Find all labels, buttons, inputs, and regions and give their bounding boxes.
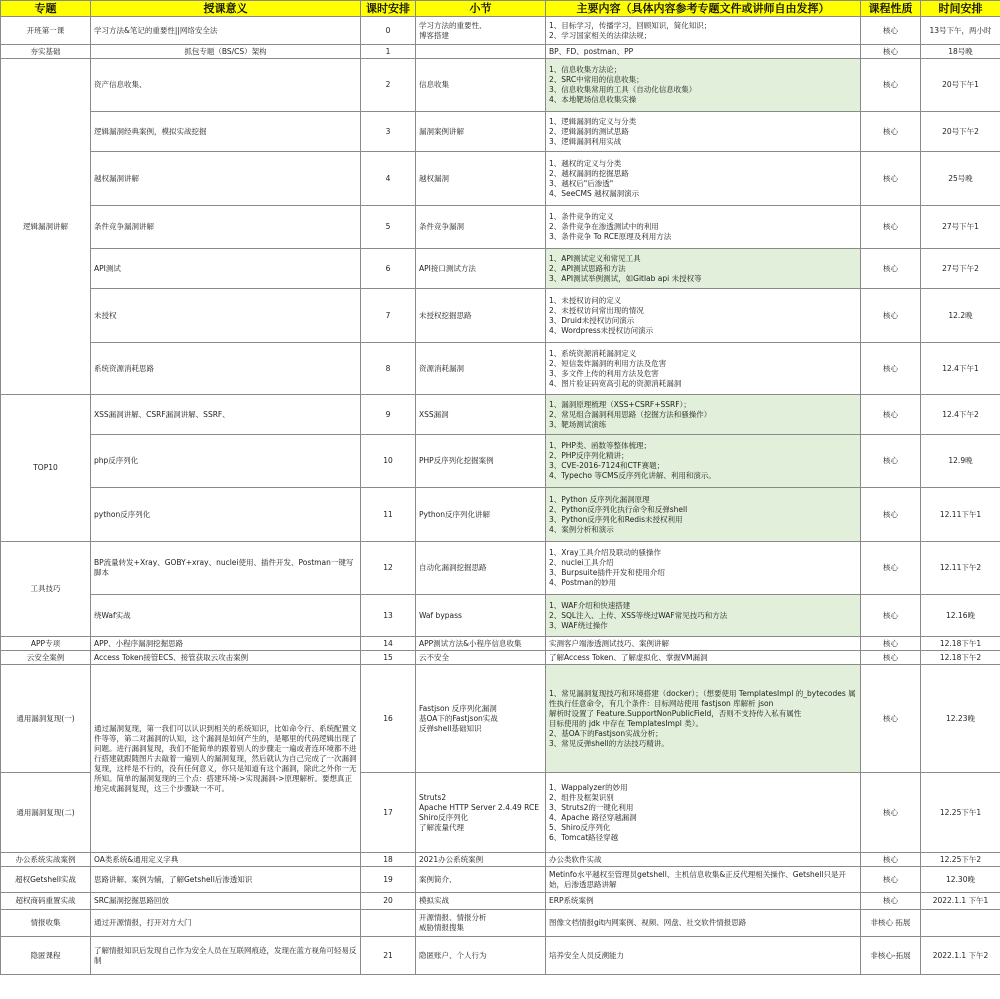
time-cell: 12.23晚 <box>921 665 1000 773</box>
nature-cell: 核心 <box>861 249 921 289</box>
content-cell <box>546 595 861 637</box>
table-row <box>1 910 1000 937</box>
topic-cell: 超权商码重置实战 <box>1 893 91 910</box>
header-topic: 专题 <box>1 1 91 17</box>
nature-cell: 核心 <box>861 59 921 112</box>
hours-cell: 18 <box>361 853 416 867</box>
table-row <box>1 17 1000 45</box>
cell-line: 3、WAF绕过操作 <box>549 620 608 630</box>
time-cell: 12.11下午2 <box>921 542 1000 595</box>
cell-line: 目标使用的 jdk 中存在 TemplatesImpl 类）。 <box>549 718 703 728</box>
time-cell: 12.18下午1 <box>921 637 1000 651</box>
cell-line: 1、逻辑漏洞的定义与分类 <box>549 116 637 126</box>
table-row <box>1 488 1000 542</box>
content-cell: 实测客户端渗透测试技巧、案例讲解 <box>546 637 861 651</box>
time-cell: 12.9晚 <box>921 435 1000 488</box>
content-cell: 办公类软件实战 <box>546 853 861 867</box>
header-nature: 课程性质 <box>861 1 921 17</box>
time-cell: 12.25下午1 <box>921 773 1000 853</box>
content-cell <box>546 773 861 853</box>
header-meaning: 授课意义 <box>91 1 361 17</box>
cell-line: 2、常见组合漏洞利用思路（挖掘方法和骚操作） <box>549 409 712 419</box>
cell-line: 2、PHP反序列化精讲； <box>549 451 629 460</box>
cell-line: 2、逻辑漏洞的测试思路 <box>549 126 629 136</box>
table-row <box>1 112 1000 152</box>
time-cell: 27号下午2 <box>921 249 1000 289</box>
section-cell: 资源消耗漏洞 <box>416 343 546 395</box>
content-cell <box>546 542 861 595</box>
header-hours: 课时安排 <box>361 1 416 17</box>
table-row <box>1 665 1000 773</box>
cell-line: 2、API测试思路和方法 <box>549 263 626 273</box>
content-cell <box>546 249 861 289</box>
section-cell: PHP反序列化挖掘案例 <box>416 435 546 488</box>
hours-cell: 5 <box>361 206 416 249</box>
meaning-cell: SRC漏洞挖掘思路回放 <box>91 893 361 910</box>
hours-cell: 7 <box>361 289 416 343</box>
cell-line: 1、API测试定义和常见工具 <box>549 253 641 263</box>
nature-cell: 核心 <box>861 853 921 867</box>
hours-cell: 12 <box>361 542 416 595</box>
section-cell: 未授权挖掘思路 <box>416 289 546 343</box>
hours-cell: 21 <box>361 937 416 975</box>
header-content: 主要内容（具体内容参考专题文件或讲师自由发挥） <box>546 1 861 17</box>
topic-cell: 通用漏洞复现(一) <box>1 665 91 773</box>
section-cell <box>416 45 546 59</box>
content-cell <box>546 435 861 488</box>
nature-cell: 核心 <box>861 595 921 637</box>
cell-line: 威胁情报搜集 <box>419 923 464 932</box>
table-row <box>1 59 1000 112</box>
table-row <box>1 595 1000 637</box>
hours-cell: 4 <box>361 152 416 206</box>
cell-line: 1、漏洞原理梳理（XSS+CSRF+SSRF）； <box>549 399 691 409</box>
cell-line: 了解流量代理 <box>419 822 464 832</box>
time-cell: 27号下午1 <box>921 206 1000 249</box>
cell-line: Apache HTTP Server 2.4.49 RCE <box>419 802 539 812</box>
cell-line: 2、nuclei工具介绍 <box>549 558 614 567</box>
header-section: 小节 <box>416 1 546 17</box>
content-cell: BP、FD、postman、PP <box>546 45 861 59</box>
time-cell: 20号下午2 <box>921 112 1000 152</box>
meaning-cell: 条件竞争漏洞讲解 <box>91 206 361 249</box>
nature-cell: 非核心-拓展 <box>861 937 921 975</box>
section-cell: 越权漏洞 <box>416 152 546 206</box>
hours-cell: 15 <box>361 651 416 665</box>
table-row <box>1 853 1000 867</box>
hours-cell: 17 <box>361 773 416 853</box>
time-cell: 20号下午1 <box>921 59 1000 112</box>
nature-cell: 核心 <box>861 343 921 395</box>
time-cell: 12.11下午1 <box>921 488 1000 542</box>
cell-line: 3、API测试举例测试，如Gitlab api 未授权等 <box>549 273 702 283</box>
nature-cell: 核心 <box>861 488 921 542</box>
section-cell: 条件竞争漏洞 <box>416 206 546 249</box>
cell-line: 5、Shiro反序列化 <box>549 822 611 832</box>
topic-cell: TOP10 <box>1 395 91 542</box>
cell-line: 1、信息收集方法论； <box>549 65 622 74</box>
time-cell: 2022.1.1 下午1 <box>921 893 1000 910</box>
cell-line: 4、SeeCMS 越权漏洞演示 <box>549 188 640 198</box>
time-cell: 12.4下午2 <box>921 395 1000 435</box>
hours-cell <box>361 910 416 937</box>
time-cell: 25号晚 <box>921 152 1000 206</box>
content-cell: Metinfo水平越权至管理员getshell、主机信息收集&正反代理相关操作、Getshell只是开始，后渗透思路讲解 <box>546 867 861 893</box>
meaning-cell: 学习方法&笔记的重要性||网络安全法 <box>91 17 361 45</box>
nature-cell: 核心 <box>861 893 921 910</box>
cell-line: 3、信息收集常用的工具（自动化信息收集） <box>549 85 697 94</box>
section-cell: 模拟实战 <box>416 893 546 910</box>
table-row <box>1 867 1000 893</box>
time-cell: 2022.1.1 下午2 <box>921 937 1000 975</box>
cell-line: 2、未授权访问常出现的情况 <box>549 305 644 315</box>
section-cell: 云不安全 <box>416 651 546 665</box>
section-cell <box>416 910 546 937</box>
cell-line: 1、WAF介绍和快速搭建 <box>549 600 631 610</box>
cell-line: 1、条件竞争的定义 <box>549 212 614 221</box>
nature-cell: 核心 <box>861 665 921 773</box>
cell-line: 2、学习国家相关的法律法规； <box>549 30 652 40</box>
section-cell <box>416 17 546 45</box>
nature-cell: 核心 <box>861 867 921 893</box>
nature-cell: 核心 <box>861 395 921 435</box>
cell-line: 2、基OA下的Fastjson实战分析； <box>549 728 663 738</box>
content-cell <box>546 112 861 152</box>
section-cell: 信息收集 <box>416 59 546 112</box>
table-row <box>1 637 1000 651</box>
cell-line: 反弹shell基础知识 <box>419 723 482 733</box>
section-cell: Waf bypass <box>416 595 546 637</box>
content-cell <box>546 395 861 435</box>
cell-line: 开源情报、情报分析 <box>419 913 487 922</box>
cell-line: 1、Wappalyzer的妙用 <box>549 782 628 792</box>
section-cell <box>416 665 546 773</box>
cell-line: 4、Typecho 等CMS反序列化讲解、利用和演示。 <box>549 471 716 480</box>
meaning-cell: 思路讲解、案例为辅，了解Getshell后渗透知识 <box>91 867 361 893</box>
header-row <box>1 1 1000 17</box>
table-row <box>1 289 1000 343</box>
nature-cell: 核心 <box>861 542 921 595</box>
topic-cell: 隐匿课程 <box>1 937 91 975</box>
content-cell: 图像文档情报git内网案例、视频、网盘、社交软件情报思路 <box>546 910 861 937</box>
meaning-cell: php反序列化 <box>91 435 361 488</box>
table-row <box>1 45 1000 59</box>
meaning-cell: XSS漏洞讲解、CSRF漏洞讲解、SSRF、 <box>91 395 361 435</box>
meaning-cell: APP、小程序漏洞挖掘思路 <box>91 637 361 651</box>
content-cell <box>546 152 861 206</box>
section-cell: 自动化漏洞挖掘思路 <box>416 542 546 595</box>
table-row <box>1 395 1000 435</box>
section-cell: 2021办公系统案例 <box>416 853 546 867</box>
cell-line: 2、Python反序列化执行命令和反弹shell <box>549 504 688 514</box>
topic-cell: 工具技巧 <box>1 542 91 637</box>
topic-cell: 开班第一课 <box>1 17 91 45</box>
section-cell <box>416 773 546 853</box>
cell-line: 2、SRC中常用的信息收集； <box>549 75 644 84</box>
table-row <box>1 435 1000 488</box>
meaning-cell: Access Token接管ECS、接管获取云攻击案例 <box>91 651 361 665</box>
nature-cell: 非核心 拓展 <box>861 910 921 937</box>
cell-line: 3、越权后"后渗透" <box>549 178 614 188</box>
content-cell <box>546 17 861 45</box>
meaning-cell: 抓包专题（BS/CS）架构 <box>91 45 361 59</box>
meaning-cell: 系统资源消耗思路 <box>91 343 361 395</box>
section-cell: APP测试方法&小程序信息收集 <box>416 637 546 651</box>
cell-line: 1、常见漏洞复现技巧和环境搭建（docker）；（想要使用 TemplatesImpl 的_bytecodes 属性执行任意命令，有几个条件：目标网站使用 fastjson 库解析 json <box>549 688 856 708</box>
content-cell <box>546 289 861 343</box>
cell-line: 4、Apache 路径穿越漏洞 <box>549 812 637 822</box>
hours-cell: 20 <box>361 893 416 910</box>
table-row <box>1 206 1000 249</box>
cell-line: 3、多文件上传的利用方法及危害 <box>549 368 659 378</box>
nature-cell: 核心 <box>861 152 921 206</box>
section-cell: Python反序列化讲解 <box>416 488 546 542</box>
cell-line: Fastjson 反序列化漏洞 <box>419 703 497 713</box>
cell-line: 3、条件竞争 To RCE原理及利用方法 <box>549 232 672 241</box>
table-row <box>1 651 1000 665</box>
cell-line: 解析时设置了 Feature.SupportNonPublicField，否则不支持传入私有属性 <box>549 708 802 718</box>
cell-line: 4、案例分析和演示 <box>549 524 614 534</box>
time-cell: 12.4下午1 <box>921 343 1000 395</box>
content-cell <box>546 488 861 542</box>
meaning-cell: 通过开源情报，打开对方大门 <box>91 910 361 937</box>
cell-line: 3、CVE-2016-7124和CTF赛题； <box>549 461 665 470</box>
cell-line: 2、短信轰炸漏洞的利用方法及危害 <box>549 358 667 368</box>
meaning-cell: 通过漏洞复现，第一我们可以认识到相关的系统知识，比如命令行、系统配置文件等等，第二对漏洞的认知，这个漏洞是如何产生的，是哪里的代码逻辑出现了问题。进行漏洞复现，我们不能简单的跟着别人的步骤走一遍或者连环境都不进行搭建就跟随图片去敲着一遍别人的漏洞复现，然后就认为自己完成了一次漏洞复现，这样是不行的，没有任何意义，你只是知道有这个漏洞，除此之外你一无所知。简单的漏洞复现的三个点：搭建环境->实现漏洞->原理解析。要想真正地完成漏洞复现，这三个步骤缺一不可。 <box>91 665 361 853</box>
hours-cell: 6 <box>361 249 416 289</box>
cell-line: 2、SQL注入、上传、XSS等绕过WAF常见技巧和方法 <box>549 610 728 620</box>
time-cell: 12.18下午2 <box>921 651 1000 665</box>
content-cell <box>546 343 861 395</box>
nature-cell: 核心 <box>861 112 921 152</box>
cell-line: 4、本地靶场信息收集实操 <box>549 95 637 104</box>
cell-line: 3、逻辑漏洞利用实战 <box>549 136 622 146</box>
table-row <box>1 542 1000 595</box>
table-row <box>1 152 1000 206</box>
table-row <box>1 937 1000 975</box>
cell-line: 1、Xray工具介绍及联动的骚操作 <box>549 548 662 557</box>
time-cell: 12.16晚 <box>921 595 1000 637</box>
topic-cell: 夯实基础 <box>1 45 91 59</box>
cell-line: 4、图片验证码宽高引起的资源消耗漏洞 <box>549 378 682 388</box>
meaning-cell: 绕Waf实战 <box>91 595 361 637</box>
nature-cell: 核心 <box>861 435 921 488</box>
cell-line: 6、Tomcat路径穿越 <box>549 832 619 842</box>
hours-cell: 16 <box>361 665 416 773</box>
section-cell: API接口测试方法 <box>416 249 546 289</box>
cell-line: 1、系统资源消耗漏洞定义 <box>549 348 637 358</box>
cell-line: 4、Wordpress未授权访问演示 <box>549 325 654 335</box>
cell-line: 1、目标学习，传播学习，回顾知识，简化知识； <box>549 20 712 30</box>
cell-line: 3、靶场测试演练 <box>549 419 607 429</box>
cell-line: 2、越权漏洞的挖掘思路 <box>549 168 629 178</box>
cell-line: 1、Python 反序列化漏洞原理 <box>549 494 650 504</box>
cell-line: 3、Burpsuite插件开发和使用介绍 <box>549 568 665 577</box>
cell-line: 3、常见反弹shell的方法技巧精讲。 <box>549 738 669 748</box>
time-cell: 12.30晚 <box>921 867 1000 893</box>
meaning-cell: 逻辑漏洞经典案例，模拟实战挖掘 <box>91 112 361 152</box>
content-cell <box>546 665 861 773</box>
topic-cell: 通用漏洞复现(二) <box>1 773 91 853</box>
hours-cell: 19 <box>361 867 416 893</box>
cell-line: Shiro反序列化 <box>419 812 469 822</box>
content-cell <box>546 59 861 112</box>
cell-line: 1、未授权访问的定义 <box>549 295 622 305</box>
time-cell: 12.2晚 <box>921 289 1000 343</box>
hours-cell: 13 <box>361 595 416 637</box>
hours-cell: 1 <box>361 45 416 59</box>
topic-cell: 超权Getshell实战 <box>1 867 91 893</box>
nature-cell: 核心 <box>861 206 921 249</box>
meaning-cell: 了解情报知识后发现自己作为安全人员在互联网痕迹，发现在蓝方视角可轻易反制 <box>91 937 361 975</box>
cell-line: 4、Postman的妙用 <box>549 578 617 587</box>
hours-cell: 11 <box>361 488 416 542</box>
section-cell: XSS漏洞 <box>416 395 546 435</box>
hours-cell: 3 <box>361 112 416 152</box>
cell-line: 基OA下的Fastjson实战 <box>419 713 498 723</box>
section-cell: 漏洞案例讲解 <box>416 112 546 152</box>
meaning-cell: OA类系统&通用定义字典 <box>91 853 361 867</box>
hours-cell: 14 <box>361 637 416 651</box>
section-cell: 隐匿账户、个人行为 <box>416 937 546 975</box>
cell-line: 2、条件竞争在渗透测试中的利用 <box>549 222 659 231</box>
meaning-cell: BP流量转发+Xray、GOBY+xray、nuclei使用、插件开发、Postman一键写脚本 <box>91 542 361 595</box>
meaning-cell: 未授权 <box>91 289 361 343</box>
cell-line: 学习方法的重要性、 <box>419 20 487 30</box>
table-row <box>1 343 1000 395</box>
topic-cell: APP专项 <box>1 637 91 651</box>
nature-cell: 核心 <box>861 45 921 59</box>
cell-line: 博客搭建 <box>419 30 449 40</box>
nature-cell: 核心 <box>861 289 921 343</box>
table-row <box>1 893 1000 910</box>
time-cell: 12.25下午2 <box>921 853 1000 867</box>
nature-cell: 核心 <box>861 773 921 853</box>
section-cell: 案例简介、 <box>416 867 546 893</box>
nature-cell: 核心 <box>861 651 921 665</box>
time-cell: 13号下午，两小时 <box>921 17 1000 45</box>
content-cell: 培养安全人员反溯能力 <box>546 937 861 975</box>
meaning-cell: 资产信息收集、 <box>91 59 361 112</box>
hours-cell: 9 <box>361 395 416 435</box>
topic-cell: 情报收集 <box>1 910 91 937</box>
topic-cell: 逻辑漏洞讲解 <box>1 59 91 395</box>
meaning-cell: python反序列化 <box>91 488 361 542</box>
content-cell <box>546 206 861 249</box>
time-cell <box>921 910 1000 937</box>
cell-line: 2、组件及框架识别 <box>549 792 614 802</box>
cell-line: Struts2 <box>419 792 447 802</box>
nature-cell: 核心 <box>861 637 921 651</box>
nature-cell: 核心 <box>861 17 921 45</box>
header-time: 时间安排 <box>921 1 1000 17</box>
content-cell: 了解Access Token、了解虚拟化、掌握VM漏洞 <box>546 651 861 665</box>
meaning-cell: API测试 <box>91 249 361 289</box>
cell-line: 3、Python反序列化和Redis未授权利用 <box>549 514 683 524</box>
hours-cell: 0 <box>361 17 416 45</box>
cell-line: 1、越权的定义与分类 <box>549 158 622 168</box>
cell-line: 1、PHP类、函数等整体梳理； <box>549 441 651 450</box>
time-cell: 18号晚 <box>921 45 1000 59</box>
cell-line: 3、Struts2的一键化利用 <box>549 802 634 812</box>
topic-cell: 办公系统实战案例 <box>1 853 91 867</box>
cell-line: 3、Druid未授权访问演示 <box>549 315 635 325</box>
topic-cell: 云安全案例 <box>1 651 91 665</box>
meaning-cell: 越权漏洞讲解 <box>91 152 361 206</box>
hours-cell: 2 <box>361 59 416 112</box>
table-row <box>1 249 1000 289</box>
hours-cell: 8 <box>361 343 416 395</box>
hours-cell: 10 <box>361 435 416 488</box>
content-cell: ERP系统案例 <box>546 893 861 910</box>
